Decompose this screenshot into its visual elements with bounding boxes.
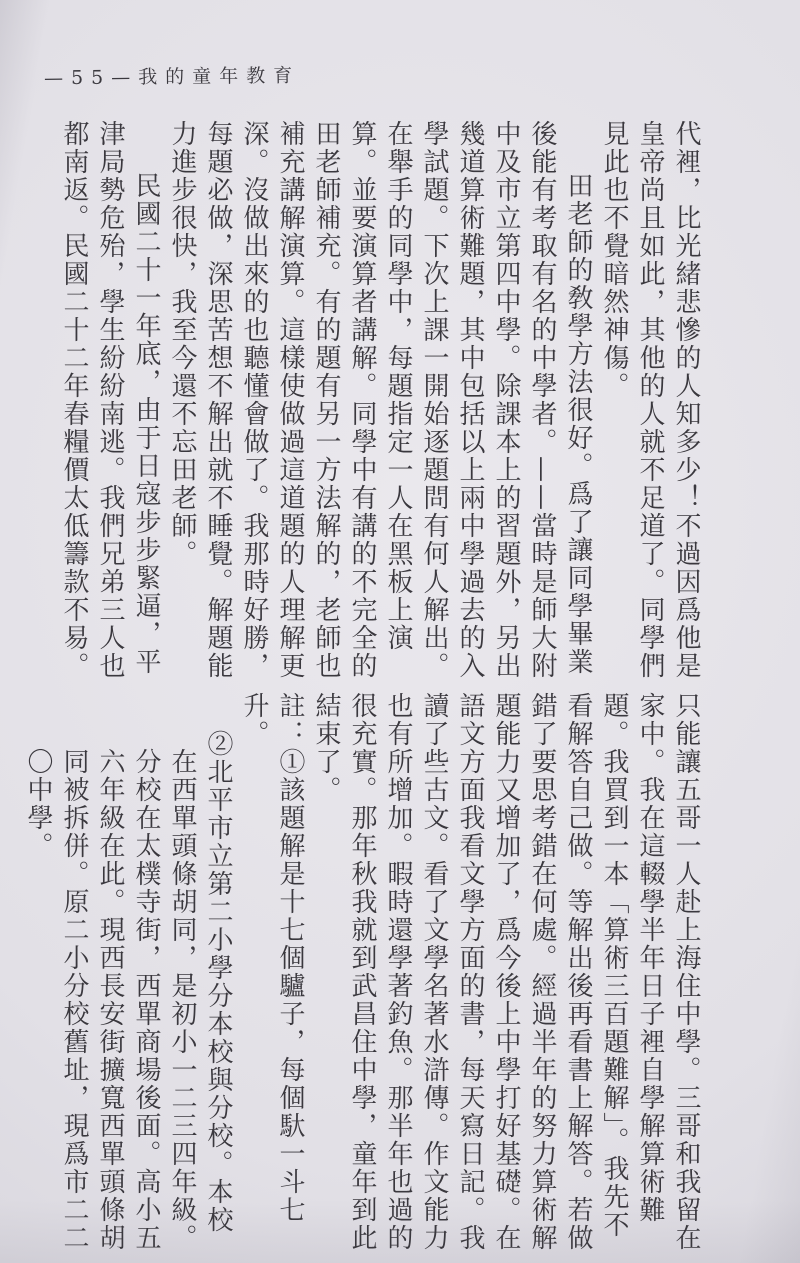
paragraph-continued-from-previous-page: 代裡，比光緒悲慘的人知多少！不過因爲他是皇帝尚且如此，其他的人就不足道了。同學們見此也不覺暗然神傷。 <box>599 120 701 680</box>
paragraph-year-21-fleeing-south: 民國二十一年底，由于日寇步步緊逼，平津局勢危殆，學生紛紛南逃。我們兄弟三人也都南返。民國二十二年春糧價太低籌款不易。 <box>59 120 161 680</box>
text-block-lower <box>23 692 704 1254</box>
text-block-upper <box>50 120 704 682</box>
footnote-2: ②北平市立第二小學分本校與分校。本校在西單頭條胡同，是初小一二三四年級。分校在太樸寺街，西單商場後面。高小五六年級在此。現西長安街擴寬西單頭條胡同被拆併。原二小分校舊址，現爲市二二〇中學。 <box>23 730 233 1252</box>
footnote-1: 註：①該題解是十七個驢子，每個馱一斗七升。 <box>239 692 305 1224</box>
page-number-and-book-title: —55—我的童年教育 <box>43 64 301 90</box>
paragraph-teacher-tian-method: 田老師的敎學方法很好。爲了讓同學畢業後能有考取有名的中學者。——當時是師大附中及市立第四中學。除課本上的習題外，另出幾道算術難題，其中包括以上兩中學過去的入學試題。下次上課一開始逐題問有何人解出。在舉手的同學中，每題指定一人在黑板上演算。並要演算者講解。同學中有講的不完全的田老師補充。有的題有另一方法解的，老師也補充講解演算。這樣使做過這道題的人理解更深。沒做出來的也聽懂會做了。我那時好勝，每題必做，深思苦想不解出就不睡覺。解題能力進步很快，我至今還不忘田老師。 <box>167 120 593 680</box>
paragraph-self-study-half-year: 只能讓五哥一人赴上海住中學。三哥和我留在家中。我在這輟學半年日子裡自學解算術難題。我買到一本「算術三百題難解」。我先不看解答自己做。等解出後再看書上解答。若做錯了要思考錯在何處。經過半年的努力算術解題能力又增加了，爲今後上中學打好基礎。在語文方面我看文學方面的書，每天寫日記。我讀了些古文。看了文學名著水滸傳。作文能力也有所增加。暇時還學著釣魚。那半年也過的很充實。那年秋我就到武昌住中學，童年到此結束了。 <box>311 692 701 1252</box>
running-head <box>44 61 300 91</box>
